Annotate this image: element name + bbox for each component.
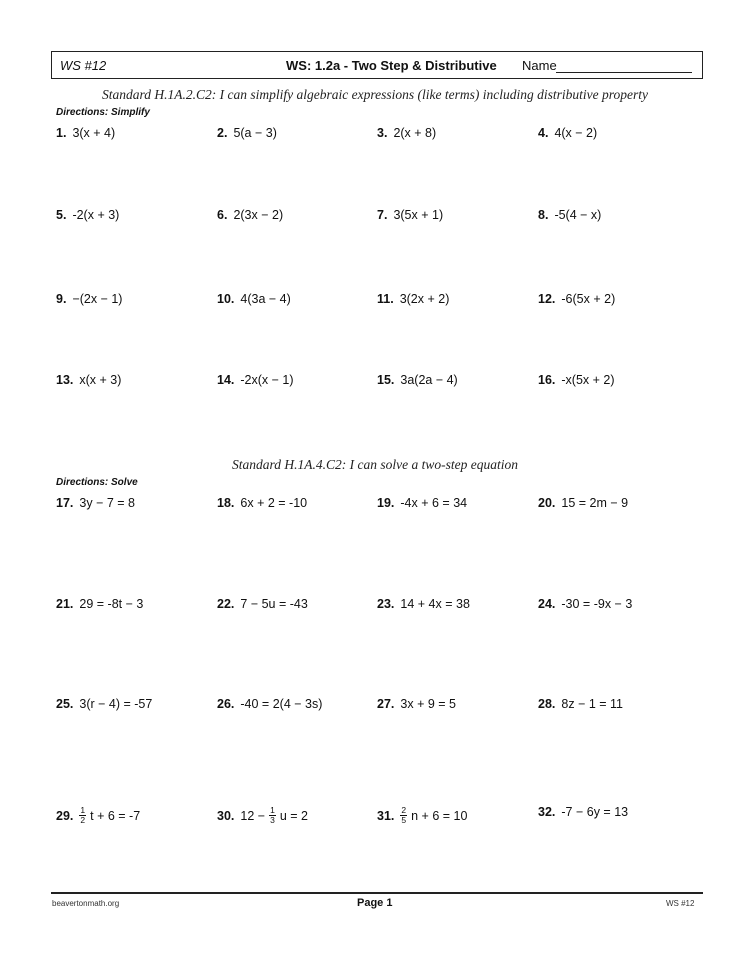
fraction-denominator: 2 — [80, 815, 86, 825]
problem-number: 30. — [217, 808, 235, 823]
problem-expression: 14 + 4x = 38 — [400, 597, 470, 611]
problem-16 — [538, 373, 615, 387]
problem-expression: 5(a − 3) — [233, 126, 277, 140]
problem-number: 14. — [217, 373, 235, 387]
problem-number: 22. — [217, 597, 235, 611]
fraction-numerator: 1 — [80, 805, 86, 815]
problem-17 — [56, 496, 135, 510]
problem-expression: n + 6 = 10 — [411, 808, 468, 823]
problem-number: 12. — [538, 292, 556, 306]
problem-expression: 4(3a − 4) — [240, 292, 291, 306]
problem-expression: 8z − 1 = 11 — [561, 697, 624, 711]
problem-20 — [538, 496, 628, 510]
problem-number: 28. — [538, 697, 556, 711]
problem-expression: -2x(x − 1) — [240, 373, 294, 387]
problem-19 — [377, 496, 467, 510]
problem-1 — [56, 126, 115, 140]
problem-number: 10. — [217, 292, 235, 306]
problem-expression: -7 − 6y = 13 — [561, 805, 629, 819]
directions-simplify: Directions: Simplify — [56, 107, 150, 118]
problem-2 — [217, 126, 277, 140]
problem-expression: 15 = 2m − 9 — [561, 496, 629, 510]
footer-divider — [51, 892, 703, 894]
problem-expression: -x(5x + 2) — [561, 373, 615, 387]
problem-expression: -40 = 2(4 − 3s) — [240, 697, 323, 711]
problem-number: 31. — [377, 808, 395, 823]
problem-expression: -4x + 6 = 34 — [400, 496, 468, 510]
fraction — [400, 806, 407, 825]
problem-expression: x(x + 3) — [79, 373, 122, 387]
problem-expression: 2(3x − 2) — [233, 208, 284, 222]
problem-number: 17. — [56, 496, 74, 510]
problem-number: 1. — [56, 126, 67, 140]
problem-number: 9. — [56, 292, 67, 306]
problem-expression: -2(x + 3) — [72, 208, 120, 222]
problem-expression: 3y − 7 = 8 — [79, 496, 135, 510]
problem-expression: 6x + 2 = -10 — [240, 496, 308, 510]
problem-number: 5. — [56, 208, 67, 222]
footer-website: beavertonmath.org — [52, 899, 120, 908]
problem-8 — [538, 208, 601, 222]
problem-number: 29. — [56, 808, 74, 823]
problem-26 — [217, 697, 322, 711]
problem-expression: t + 6 = -7 — [90, 808, 141, 823]
problem-18 — [217, 496, 307, 510]
problem-number: 7. — [377, 208, 388, 222]
standard-simplify: Standard H.1A.2.C2: I can simplify algebraic expressions (like terms) including distributive property — [102, 87, 648, 102]
problem-28 — [538, 697, 623, 711]
problem-number: 25. — [56, 697, 74, 711]
problem-expression-prefix: 12 − — [240, 808, 266, 823]
problem-23 — [377, 597, 470, 611]
problem-expression: 3(x + 4) — [72, 126, 116, 140]
problem-32 — [538, 805, 628, 819]
problem-number: 23. — [377, 597, 395, 611]
problem-expression: 3x + 9 = 5 — [400, 697, 456, 711]
problem-29 — [56, 806, 140, 825]
standard-solve: Standard H.1A.4.C2: I can solve a two-step equation — [232, 457, 518, 472]
problem-expression: 2(x + 8) — [393, 126, 437, 140]
problem-number: 24. — [538, 597, 556, 611]
problem-11 — [377, 292, 449, 306]
problem-number: 15. — [377, 373, 395, 387]
worksheet-title: WS: 1.2a - Two Step & Distributive — [286, 58, 497, 73]
problem-24 — [538, 597, 632, 611]
problem-5 — [56, 208, 119, 222]
problem-27 — [377, 697, 456, 711]
problem-expression: -6(5x + 2) — [561, 292, 616, 306]
problem-number: 16. — [538, 373, 556, 387]
worksheet-id: WS #12 — [60, 58, 107, 73]
problem-22 — [217, 597, 308, 611]
problem-expression: 3(r − 4) = -57 — [79, 697, 153, 711]
problem-expression: 3(5x + 1) — [393, 208, 444, 222]
problem-number: 6. — [217, 208, 228, 222]
problem-number: 20. — [538, 496, 556, 510]
problem-expression: 4(x − 2) — [554, 126, 598, 140]
problem-number: 13. — [56, 373, 74, 387]
problem-21 — [56, 597, 143, 611]
footer-worksheet-id: WS #12 — [666, 899, 695, 908]
problem-number: 4. — [538, 126, 549, 140]
problem-9 — [56, 292, 122, 306]
problem-expression: -30 = -9x − 3 — [561, 597, 633, 611]
problem-13 — [56, 373, 121, 387]
fraction — [79, 806, 86, 825]
problem-10 — [217, 292, 291, 306]
problem-number: 18. — [217, 496, 235, 510]
problem-12 — [538, 292, 615, 306]
problem-number: 21. — [56, 597, 74, 611]
problem-number: 19. — [377, 496, 395, 510]
problem-expression: 29 = -8t − 3 — [79, 597, 144, 611]
problem-expression: u = 2 — [279, 808, 308, 823]
problem-31 — [377, 806, 467, 825]
problem-25 — [56, 697, 152, 711]
problem-4 — [538, 126, 597, 140]
problem-number: 2. — [217, 126, 228, 140]
problem-number: 27. — [377, 697, 395, 711]
fraction-numerator: 2 — [401, 805, 407, 815]
name-blank-line — [556, 72, 692, 73]
problem-30 — [217, 806, 308, 825]
page-number: Page 1 — [357, 897, 393, 909]
problem-expression: 3a(2a − 4) — [400, 373, 458, 387]
problem-expression: 7 − 5u = -43 — [240, 597, 308, 611]
problem-number: 32. — [538, 805, 556, 819]
problem-expression: 3(2x + 2) — [399, 292, 450, 306]
fraction-denominator: 3 — [270, 815, 275, 825]
name-label: Name — [522, 58, 557, 73]
fraction-denominator: 5 — [401, 815, 407, 825]
problem-expression: -5(4 − x) — [554, 208, 602, 222]
problem-number: 26. — [217, 697, 235, 711]
problem-number: 8. — [538, 208, 549, 222]
directions-solve: Directions: Solve — [56, 477, 138, 488]
problem-3 — [377, 126, 436, 140]
fraction-numerator: 1 — [270, 805, 275, 815]
problem-14 — [217, 373, 294, 387]
problem-number: 3. — [377, 126, 388, 140]
worksheet-header — [51, 51, 703, 79]
fraction — [269, 806, 276, 825]
problem-number: 11. — [377, 292, 394, 306]
problem-15 — [377, 373, 458, 387]
problem-6 — [217, 208, 283, 222]
problem-expression: −(2x − 1) — [72, 292, 123, 306]
problem-7 — [377, 208, 443, 222]
